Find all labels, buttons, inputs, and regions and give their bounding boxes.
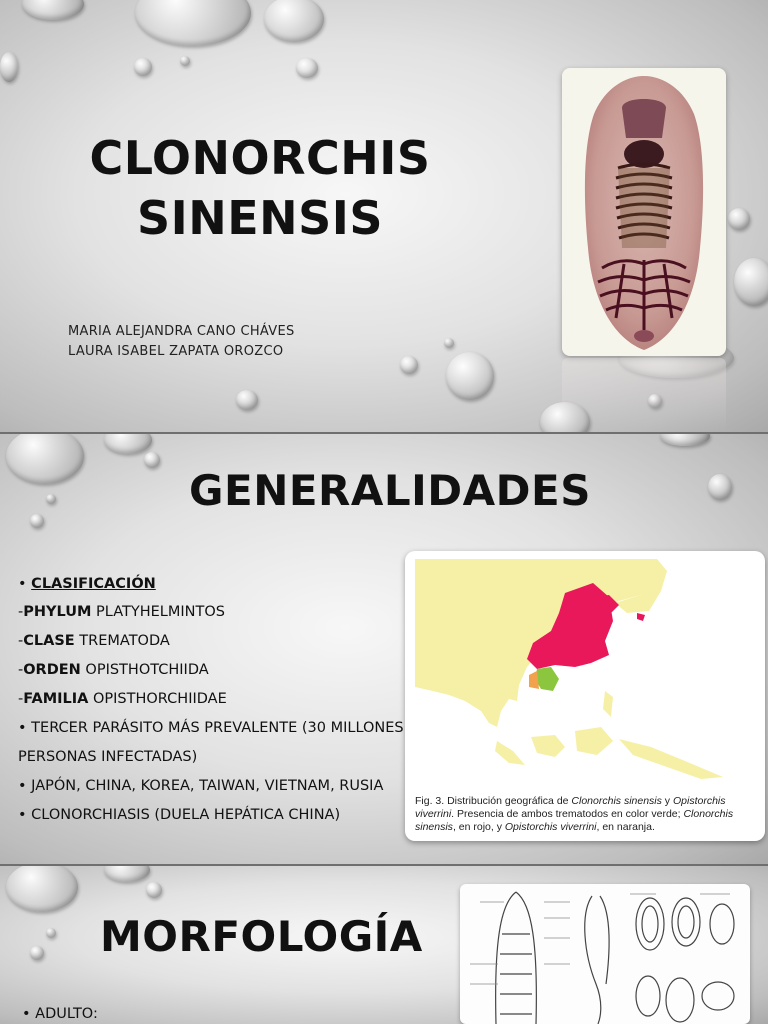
water-drop [135,0,251,46]
water-drop [104,866,150,882]
morphology-illustration [460,884,750,1024]
list-item [18,662,209,678]
water-drop [728,208,750,230]
water-drop [180,56,190,66]
water-drop [734,258,768,306]
dash: - [18,691,24,707]
author-2: LAURA ISABEL ZAPATA OROZCO [68,344,284,359]
water-drop [22,0,84,20]
list-item-continuation: PERSONAS INFECTADAS) [18,749,198,765]
parasite-illustration [562,68,726,356]
caption-text: , en naranja. [596,821,655,833]
list-item [18,778,383,794]
rank-value: OPISTHORCHIIDAE [88,691,227,707]
water-drop [146,882,162,898]
list-item [18,691,227,707]
bullet: • [18,720,27,736]
dash: - [18,633,24,649]
water-drop [708,474,732,500]
bullet: • [18,807,27,823]
water-drop [46,928,56,938]
rank-label: ORDEN [23,662,81,678]
water-drop [296,58,318,78]
prevalence-text: TERCER PARÁSITO MÁS PREVALENTE (30 MILLONES [31,720,404,736]
list-item [18,576,156,592]
photo-reflection [562,358,726,432]
title-line-1: CLONORCHIS [89,131,431,185]
caption-species: Clonorchis sinensis [415,808,734,833]
list-item [18,807,340,823]
rank-label: FAMILIA [23,691,89,707]
dash: - [18,662,24,678]
rank-label: PHYLUM [23,604,92,620]
rank-label: CLASE [23,633,75,649]
parasite-photo [562,68,726,356]
section-title: GENERALIDADES [189,466,591,515]
title-line-2: SINENSIS [136,191,384,245]
list-item [22,1006,98,1022]
list-item [18,720,404,736]
bullet: • [18,576,27,592]
bullet: • [18,778,27,794]
water-drop [46,494,56,504]
slide-title-heading [40,128,480,248]
water-drop [6,866,78,912]
distribution-map [405,551,765,791]
list-item [18,604,225,620]
caption-text: , en rojo, y [452,821,505,833]
caption-text: Fig. 3. Distribución geográfica de [415,795,572,807]
list-item [18,633,170,649]
dash: - [18,604,24,620]
caption-species: Opistorchis viverrini [504,821,597,833]
water-drop [0,52,18,82]
disease-text: CLONORCHIASIS (DUELA HEPÁTICA CHINA) [31,807,341,823]
bullet: • [22,1006,31,1022]
rank-value: TREMATODA [74,633,170,649]
countries-text: JAPÓN, CHINA, KOREA, TAIWAN, VIETNAM, RUSIA [31,778,384,794]
water-drop [104,434,152,454]
caption-species: Opistorchis viverrini [415,795,726,820]
caption-text: . Presencia de ambos trematodos en color verde; [451,808,684,820]
author-1: MARIA ALEJANDRA CANO CHÁVES [68,324,295,339]
water-drop [6,434,84,484]
water-drop [446,352,494,400]
water-drop [236,390,258,410]
rank-value: OPISTHOTCHIIDA [80,662,209,678]
water-drop [264,0,324,42]
rank-value: PLATYHELMINTOS [91,604,225,620]
morphology-diagram [460,884,750,1024]
water-drop [660,434,710,446]
adulto-label: ADULTO: [35,1006,98,1022]
section-title: MORFOLOGÍA [100,912,423,961]
authors [68,322,295,362]
water-drop [30,946,44,960]
map-caption [415,795,760,834]
caption-text: y [661,795,673,807]
clasificacion-heading: CLASIFICACIÓN [31,576,156,592]
caption-species: Clonorchis sinensis [571,795,662,807]
distribution-map-card [405,551,765,841]
water-drop [444,338,454,348]
water-drop [134,58,152,76]
water-drop [30,514,44,528]
water-drop [400,356,418,374]
